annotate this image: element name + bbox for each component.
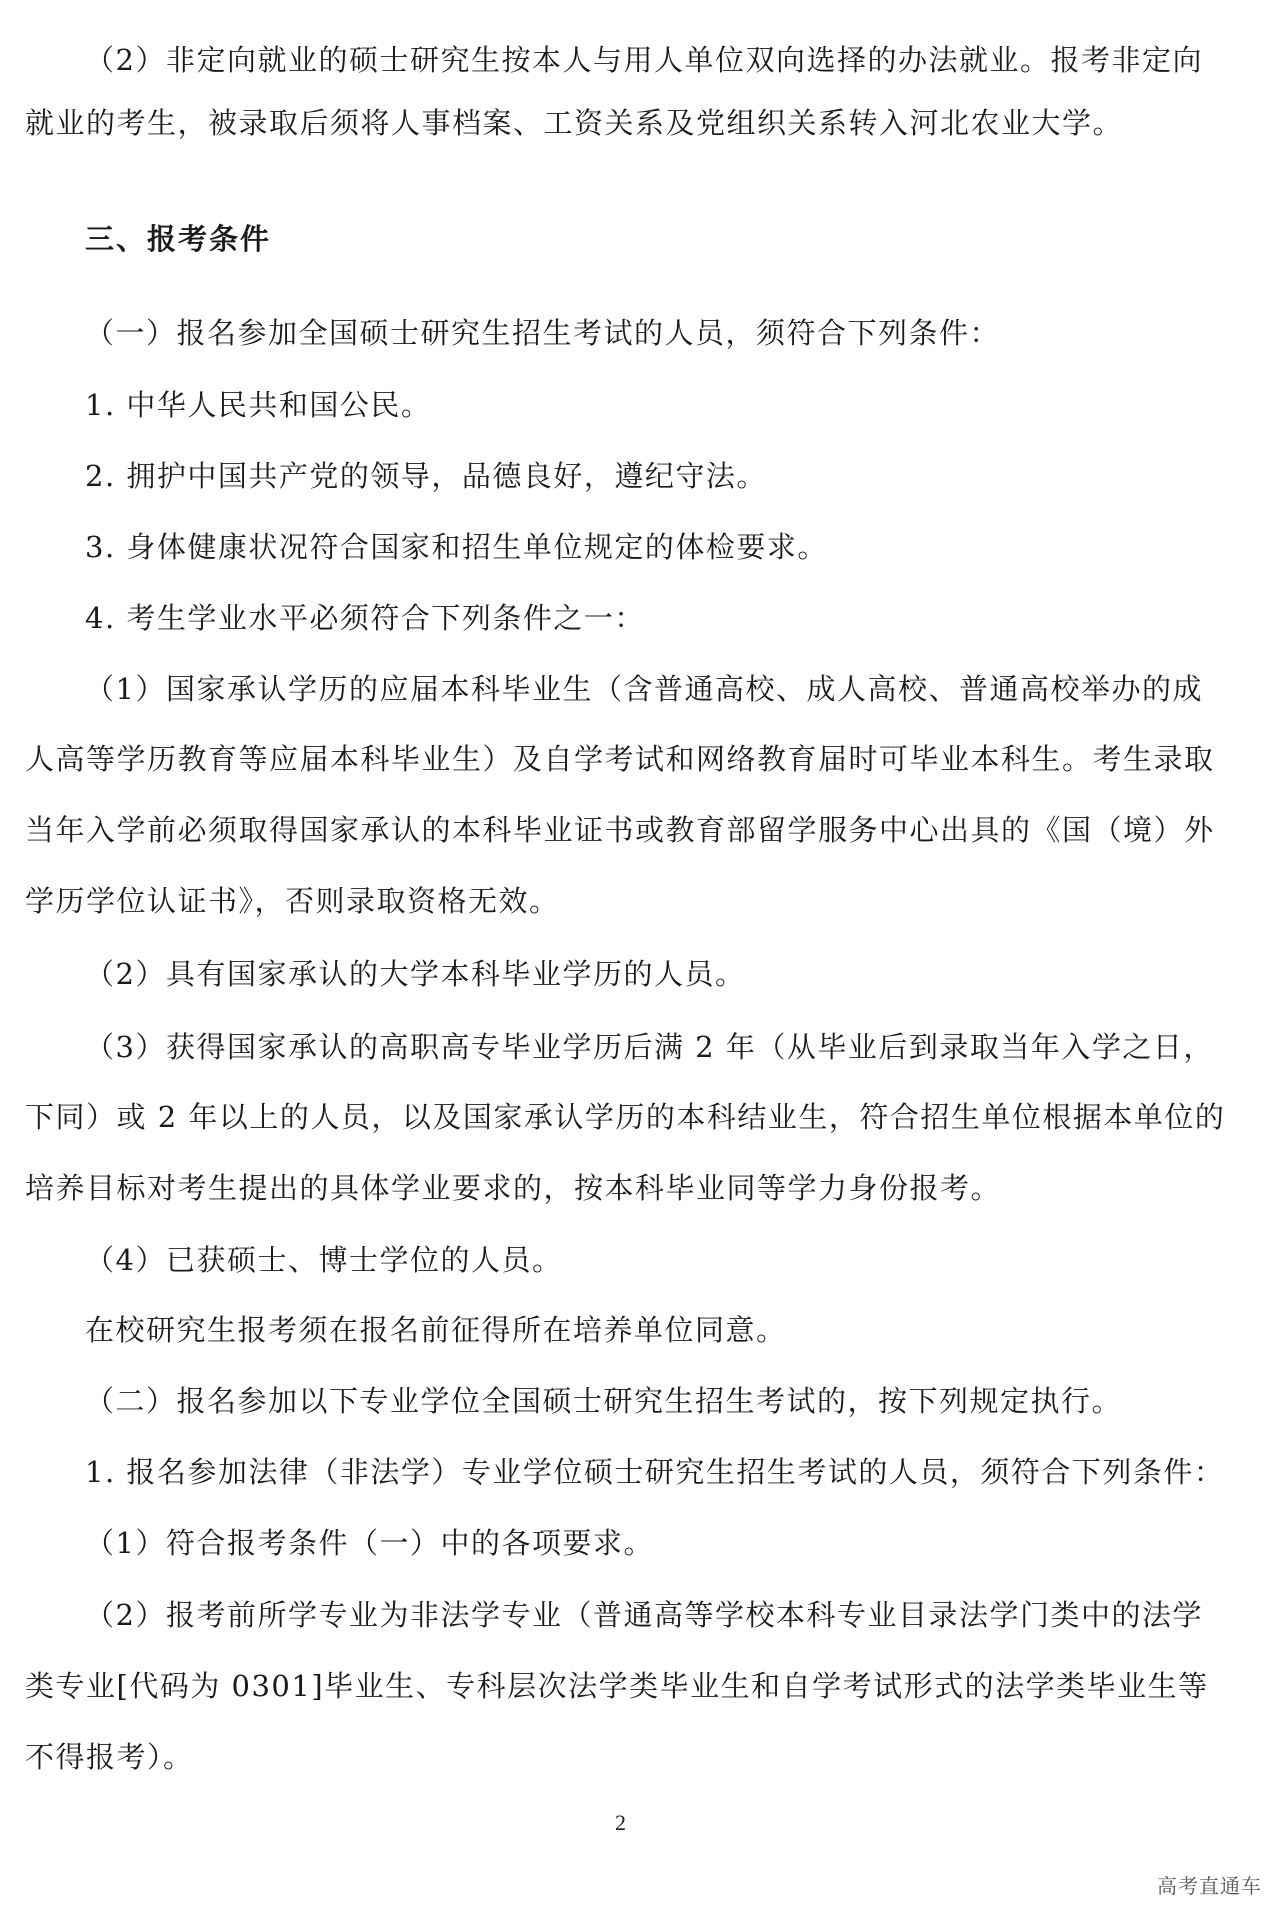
paragraph-line: （4）已获硕士、博士学位的人员。 [85, 1243, 563, 1277]
section-heading: 三、报考条件 [85, 222, 272, 256]
paragraph-line: 1. 报名参加法律（非法学）专业学位硕士研究生招生考试的人员，须符合下列条件： [85, 1455, 1225, 1489]
paragraph-line: （二）报名参加以下专业学位全国硕士研究生招生考试的，按下列规定执行。 [85, 1384, 1123, 1418]
paragraph-line: 学历学位认证书》，否则录取资格无效。 [25, 884, 560, 918]
paragraph-line: （1）国家承认学历的应届本科毕业生（含普通高校、成人高校、普通高校举办的成 [85, 672, 1203, 706]
paragraph-line: （1）符合报考条件（一）中的各项要求。 [85, 1526, 654, 1560]
paragraph-line: 人高等学历教育等应届本科毕业生）及自学考试和网络教育届时可毕业本科生。考生录取 [25, 742, 1215, 776]
paragraph-line: 3. 身体健康状况符合国家和招生单位规定的体检要求。 [85, 530, 828, 564]
paragraph-line: 4. 考生学业水平必须符合下列条件之一： [85, 601, 645, 635]
paragraph-line: 类专业[代码为 0301]毕业生、专科层次法学类毕业生和自学考试形式的法学类毕业生等 [25, 1669, 1209, 1703]
watermark-text: 高考直通车 [1157, 1874, 1262, 1898]
page-number: 2 [615, 1810, 626, 1835]
paragraph-line: 培养目标对考生提出的具体学业要求的，按本科毕业同等学力身份报考。 [25, 1171, 1002, 1205]
paragraph-line: （一）报名参加全国硕士研究生招生考试的人员，须符合下列条件： [85, 316, 1001, 350]
paragraph-line: 在校研究生报考须在报名前征得所在培养单位同意。 [85, 1313, 787, 1347]
paragraph-line: 当年入学前必须取得国家承认的本科毕业证书或教育部留学服务中心出具的《国（境）外 [25, 813, 1215, 847]
paragraph-line: 2. 拥护中国共产党的领导，品德良好，遵纪守法。 [85, 459, 767, 493]
paragraph-line: 下同）或 2 年以上的人员，以及国家承认学历的本科结业生，符合招生单位根据本单位的 [25, 1100, 1226, 1134]
paragraph-line: 不得报考）。 [25, 1740, 194, 1774]
paragraph-line: 就业的考生，被录取后须将人事档案、工资关系及党组织关系转入河北农业大学。 [25, 106, 1124, 140]
paragraph-line: （3）获得国家承认的高职高专毕业学历后满 2 年（从毕业后到录取当年入学之日， [85, 1030, 1214, 1064]
paragraph-line: （2）非定向就业的硕士研究生按本人与用人单位双向选择的办法就业。报考非定向 [85, 43, 1203, 77]
paragraph-line: （2）具有国家承认的大学本科毕业学历的人员。 [85, 957, 746, 991]
paragraph-line: （2）报考前所学专业为非法学专业（普通高等学校本科专业目录法学门类中的法学 [85, 1598, 1203, 1632]
paragraph-line: 1. 中华人民共和国公民。 [85, 388, 432, 422]
